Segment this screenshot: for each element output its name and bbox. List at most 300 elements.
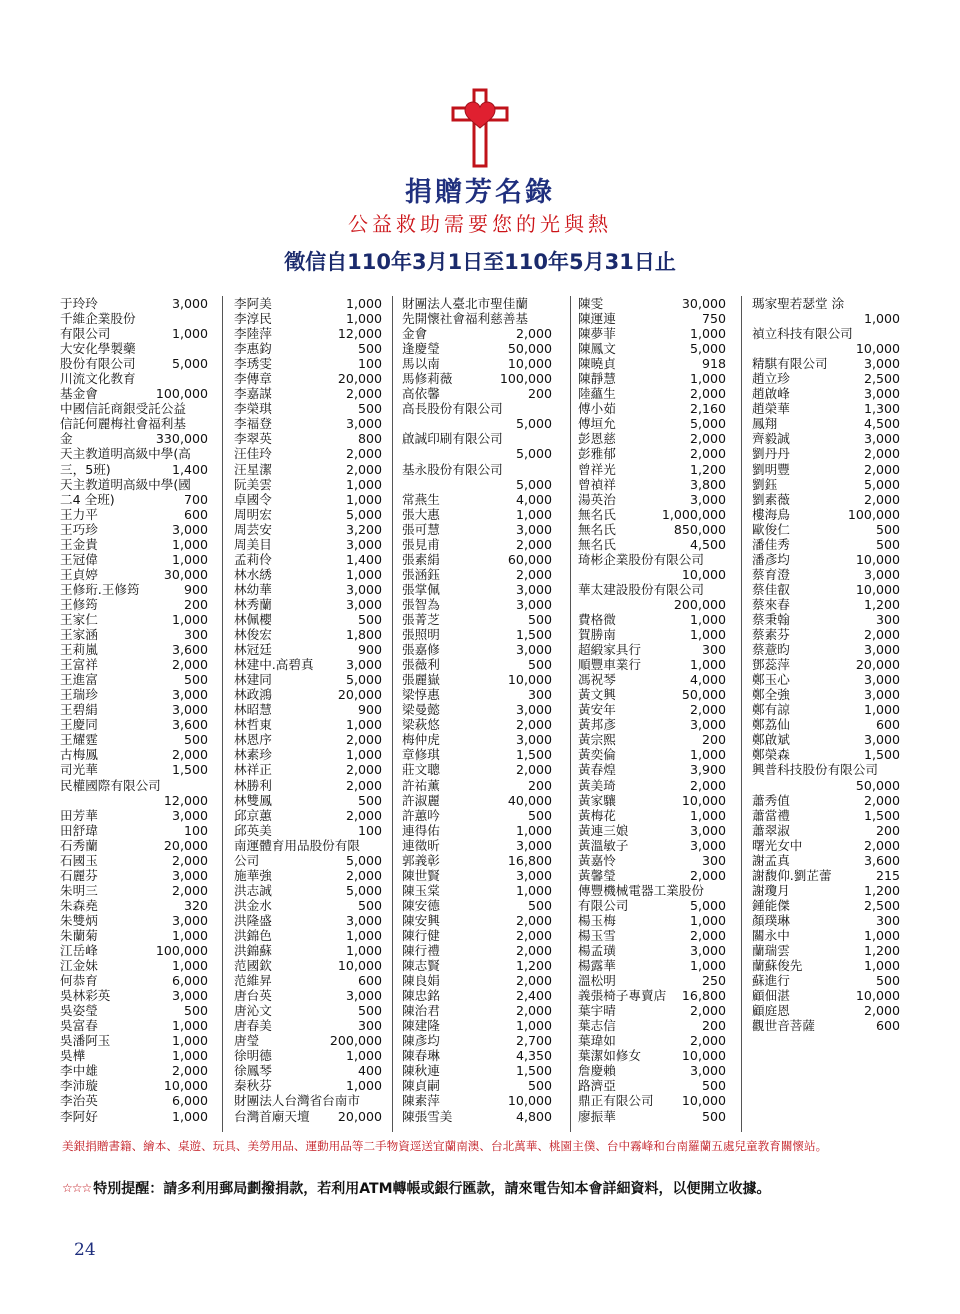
donor-row (234, 687, 382, 702)
donor-row (402, 371, 552, 386)
donation-amount: 3,000 (171, 912, 208, 928)
donor-name: 黃文興 (578, 687, 616, 703)
donor-row (60, 311, 208, 326)
donor-row (578, 356, 726, 371)
donation-amount: 100,000 (499, 371, 552, 387)
donation-amount: 2,000 (515, 973, 552, 989)
donor-row (752, 747, 900, 762)
donor-name: 蔡秉翰 (752, 611, 790, 627)
donor-row (234, 717, 382, 732)
donor-name: 李翠英 (234, 431, 272, 447)
donor-row (578, 762, 726, 777)
donor-row (402, 326, 552, 341)
donor-name: 陳張雪美 (402, 1108, 453, 1124)
donation-amount: 215 (875, 867, 900, 883)
donor-name: 陳治君 (402, 1003, 440, 1019)
donor-row (752, 537, 900, 552)
donor-name: 王巧珍 (60, 521, 98, 537)
donor-name: 唐台英 (234, 988, 272, 1004)
donor-name: 劉鈺 (752, 476, 778, 492)
donor-row (60, 1093, 208, 1108)
donor-name: 洪隆盛 (234, 912, 272, 928)
donor-row (60, 1048, 208, 1063)
donation-amount: 1,000 (171, 1033, 208, 1049)
donation-amount: 1,000 (515, 506, 552, 522)
donor-row (752, 732, 900, 747)
donor-name: 順豐車業行 (578, 657, 641, 673)
donor-name: 周明宏 (234, 506, 272, 522)
donation-amount: 1,000 (345, 311, 382, 327)
donation-amount: 2,000 (689, 702, 726, 718)
donor-name: 徐鳳琴 (234, 1063, 272, 1079)
donor-row (752, 943, 900, 958)
donation-amount: 1,800 (345, 627, 382, 643)
donor-row (234, 747, 382, 762)
donor-row (402, 627, 552, 642)
donation-amount: 500 (357, 897, 382, 913)
donor-row (60, 642, 208, 657)
donor-name: 楊露華 (578, 958, 616, 974)
donation-amount: 1,300 (863, 401, 900, 417)
donor-name: 陳安興 (402, 912, 440, 928)
donor-row (402, 958, 552, 973)
donor-name: 基永股份有限公司 (402, 461, 503, 477)
donor-row (752, 341, 900, 356)
donor-row (234, 1048, 382, 1063)
donor-row (60, 898, 208, 913)
donation-amount: 5,000 (345, 672, 382, 688)
donor-name: 蔡佳叡 (752, 581, 790, 597)
donor-name: 張可慧 (402, 521, 440, 537)
donation-amount: 500 (701, 1078, 726, 1094)
donation-amount: 2,000 (863, 837, 900, 853)
donor-name: 劉素薇 (752, 491, 790, 507)
donor-table (58, 296, 908, 1132)
donor-row (234, 326, 382, 341)
donation-amount: 2,000 (171, 657, 208, 673)
donation-amount: 2,000 (171, 1063, 208, 1079)
donor-row (752, 627, 900, 642)
donation-amount: 20,000 (337, 371, 382, 387)
donation-amount: 1,500 (515, 627, 552, 643)
donation-amount: 2,000 (171, 747, 208, 763)
donation-amount: 500 (183, 1003, 208, 1019)
donor-row (578, 296, 726, 311)
donor-name: 黃連三娘 (578, 822, 629, 838)
donor-name: 張嘉修 (402, 642, 440, 658)
donor-name: 逢慶瑩 (402, 341, 440, 357)
donor-name: 李福登 (234, 416, 272, 432)
donor-row (60, 958, 208, 973)
donor-row (578, 612, 726, 627)
donor-name: 吳樺 (60, 1048, 86, 1064)
donor-row (402, 1109, 552, 1124)
donor-name: 鄧蕊萍 (752, 657, 790, 673)
donor-row (60, 597, 208, 612)
donation-amount: 3,000 (863, 566, 900, 582)
donor-row (60, 401, 208, 416)
donor-row (234, 702, 382, 717)
donation-amount: 3,000 (345, 912, 382, 928)
donation-amount: 3,600 (171, 717, 208, 733)
donor-name: 許蕙吟 (402, 807, 440, 823)
page-subtitle: 公益救助需要您的光與熱 (348, 212, 612, 236)
donor-row (402, 522, 552, 537)
donor-name: 股份有限公司 (60, 356, 136, 372)
donor-row (752, 702, 900, 717)
donor-row (578, 371, 726, 386)
donor-row (578, 958, 726, 973)
donation-amount: 1,000 (689, 326, 726, 342)
cross-heart-logo (0, 88, 960, 168)
donation-amount: 2,000 (863, 627, 900, 643)
donation-amount: 200 (183, 596, 208, 612)
donor-name: 蘭蘇俊先 (752, 958, 803, 974)
donor-row (402, 793, 552, 808)
donation-amount: 10,000 (507, 672, 552, 688)
donor-name: 琦彬企業股份有限公司 (578, 551, 704, 567)
donation-amount: 1,000 (689, 657, 726, 673)
donor-name: 鄭榮森 (752, 747, 790, 763)
donor-row (402, 868, 552, 883)
donation-amount: 200 (701, 1018, 726, 1034)
donor-name: 高長股份有限公司 (402, 401, 503, 417)
donation-amount: 1,000 (345, 927, 382, 943)
donor-name: 葉瑋如 (578, 1033, 616, 1049)
donor-name: 蕭秀值 (752, 792, 790, 808)
donation-amount: 12,000 (337, 326, 382, 342)
donor-row (578, 552, 726, 567)
donor-row (60, 1003, 208, 1018)
donor-row (752, 642, 900, 657)
donation-amount: 20,000 (337, 1108, 382, 1124)
donation-amount: 10,000 (855, 988, 900, 1004)
donor-name: 林恩序 (234, 732, 272, 748)
donor-name: 莊文聰 (402, 762, 440, 778)
donor-row (60, 582, 208, 597)
donor-name: 禎立科技有限公司 (752, 326, 853, 342)
donor-name: 顧庭恩 (752, 1003, 790, 1019)
donor-name: 林昭慧 (234, 702, 272, 718)
donor-row (752, 762, 900, 777)
donor-row (402, 672, 552, 687)
donor-name: 劉丹丹 (752, 446, 790, 462)
donation-amount: 2,000 (689, 927, 726, 943)
donation-amount: 2,000 (689, 446, 726, 462)
donor-name: 王瑞珍 (60, 687, 98, 703)
donor-name: 義張椅子專賣店 (578, 988, 667, 1004)
donor-row (402, 567, 552, 582)
donation-amount: 1,000 (345, 1048, 382, 1064)
donation-amount: 2,000 (515, 943, 552, 959)
donation-amount: 918 (701, 356, 726, 372)
donation-amount: 500 (527, 611, 552, 627)
donor-name: 溫松明 (578, 973, 616, 989)
donor-name: 詹慶賴 (578, 1063, 616, 1079)
donor-name: 林冠廷 (234, 642, 272, 658)
donor-name: 陳世賢 (402, 867, 440, 883)
donor-row (60, 853, 208, 868)
donor-name: 石秀蘭 (60, 837, 98, 853)
donor-row (60, 522, 208, 537)
donation-amount: 5,000 (345, 882, 382, 898)
donation-amount: 4,000 (689, 672, 726, 688)
donor-name: 許祐薰 (402, 777, 440, 793)
donor-name: 蘭瑞雲 (752, 943, 790, 959)
donor-row (578, 943, 726, 958)
donation-amount: 1,000 (171, 1048, 208, 1064)
donation-amount: 2,000 (345, 446, 382, 462)
donor-name: 陳秋連 (402, 1063, 440, 1079)
donor-name: 興普科技股份有限公司 (752, 762, 878, 778)
donor-row (578, 1063, 726, 1078)
donation-amount: 1,500 (863, 807, 900, 823)
donation-amount: 1,000 (689, 611, 726, 627)
donation-amount: 5,000 (171, 356, 208, 372)
donor-name: 李沛璇 (60, 1078, 98, 1094)
donor-row (402, 311, 552, 326)
donation-amount: 300 (701, 642, 726, 658)
donor-row (60, 462, 208, 477)
donor-row (402, 477, 552, 492)
donor-name: 張薇利 (402, 657, 440, 673)
donor-row (60, 627, 208, 642)
donor-row (752, 296, 900, 311)
donor-row (402, 597, 552, 612)
donor-name: 黃奕倫 (578, 747, 616, 763)
donation-amount: 2,000 (863, 491, 900, 507)
donor-row (578, 1048, 726, 1063)
donor-name: 張見甫 (402, 536, 440, 552)
donor-row (234, 1109, 382, 1124)
donor-row (60, 416, 208, 431)
donation-amount: 300 (527, 687, 552, 703)
donor-row (402, 446, 552, 461)
donor-row (578, 853, 726, 868)
donation-amount: 5,000 (515, 476, 552, 492)
donation-amount: 500 (183, 732, 208, 748)
donor-name: 鍾能傑 (752, 897, 790, 913)
donor-name: 洪錦色 (234, 927, 272, 943)
donor-row (234, 853, 382, 868)
donor-name: 有限公司 (60, 326, 111, 342)
donor-row (234, 386, 382, 401)
donation-amount: 200 (701, 732, 726, 748)
donor-row (234, 1078, 382, 1093)
donor-row (60, 612, 208, 627)
donor-row (578, 401, 726, 416)
donor-name: 彭雅郁 (578, 446, 616, 462)
donor-row (578, 808, 726, 823)
donation-amount: 3,000 (171, 988, 208, 1004)
donation-amount: 1,000 (863, 958, 900, 974)
donor-row (402, 883, 552, 898)
donation-amount: 1,500 (171, 762, 208, 778)
donation-amount: 2,000 (515, 762, 552, 778)
donor-row (752, 462, 900, 477)
donor-name: 馮祝琴 (578, 672, 616, 688)
donation-amount: 2,000 (689, 386, 726, 402)
donation-amount: 1,000 (863, 702, 900, 718)
donation-amount: 3,600 (863, 852, 900, 868)
donor-name: 超緞家具行 (578, 642, 641, 658)
donor-row (578, 732, 726, 747)
donor-row (60, 762, 208, 777)
donor-row (402, 296, 552, 311)
donor-row (234, 296, 382, 311)
donor-row (402, 462, 552, 477)
donor-row (60, 702, 208, 717)
donation-amount: 800 (357, 431, 382, 447)
donor-name: 顧佃湛 (752, 988, 790, 1004)
donor-name: 李中雄 (60, 1063, 98, 1079)
donor-row (578, 717, 726, 732)
donor-row (234, 552, 382, 567)
donor-name: 鳳翔 (752, 416, 778, 432)
donor-row (578, 988, 726, 1003)
donor-row (752, 973, 900, 988)
donor-column-1 (60, 296, 208, 1132)
donor-row (234, 642, 382, 657)
donation-amount: 5,000 (689, 897, 726, 913)
donor-name: 林建同 (234, 672, 272, 688)
donor-row (60, 296, 208, 311)
donor-row (752, 597, 900, 612)
donation-amount: 10,000 (337, 958, 382, 974)
donation-amount: 1,000 (345, 717, 382, 733)
donation-amount: 600 (875, 1018, 900, 1034)
donation-amount: 6,000 (171, 1093, 208, 1109)
donor-row (234, 778, 382, 793)
donor-name: 大安化學製藥 (60, 341, 136, 357)
donor-name: 無名氏 (578, 536, 616, 552)
donor-row (402, 386, 552, 401)
donor-name: 陳貞嗣 (402, 1078, 440, 1094)
page-number: 24 (74, 1240, 96, 1260)
donor-row (60, 717, 208, 732)
donor-row (234, 582, 382, 597)
donor-name: 張大惠 (402, 506, 440, 522)
donor-row (578, 687, 726, 702)
donor-row (60, 943, 208, 958)
donor-name: 林哲東 (234, 717, 272, 733)
donor-row (402, 657, 552, 672)
donor-row (752, 717, 900, 732)
donor-name: 李阿好 (60, 1108, 98, 1124)
donor-row (752, 507, 900, 522)
donor-name: 黃宗熙 (578, 732, 616, 748)
donor-row (234, 492, 382, 507)
donor-name: 李惠鈞 (234, 341, 272, 357)
donor-name: 張智為 (402, 596, 440, 612)
donor-row (752, 988, 900, 1003)
donor-row (234, 537, 382, 552)
donor-row (578, 597, 726, 612)
donor-name: 彭恩慈 (578, 431, 616, 447)
donation-amount: 1,000 (345, 296, 382, 311)
donor-row (402, 838, 552, 853)
donor-row (578, 492, 726, 507)
donation-amount: 40,000 (507, 792, 552, 808)
donor-row (60, 537, 208, 552)
donor-row (234, 988, 382, 1003)
donor-name: 瑪家聖若瑟堂 涂 (752, 296, 845, 311)
donor-row (402, 416, 552, 431)
donor-name: 蔡素芬 (752, 627, 790, 643)
donor-row (60, 567, 208, 582)
donation-amount: 2,500 (863, 371, 900, 387)
donation-amount: 3,000 (863, 356, 900, 372)
donor-name: 王富祥 (60, 657, 98, 673)
donor-row (234, 597, 382, 612)
donor-row (752, 552, 900, 567)
donor-name: 林祥正 (234, 762, 272, 778)
donor-name: 徐明德 (234, 1048, 272, 1064)
donor-row (60, 988, 208, 1003)
donor-row (752, 612, 900, 627)
donor-name: 曾祥光 (578, 461, 616, 477)
donor-name: 陳曉貞 (578, 356, 616, 372)
donation-amount: 100,000 (155, 943, 208, 959)
donation-amount: 3,000 (863, 732, 900, 748)
donor-row (60, 687, 208, 702)
donation-amount: 1,000 (171, 1018, 208, 1034)
donor-row (234, 1033, 382, 1048)
donor-name: 林水綉 (234, 566, 272, 582)
donation-amount: 2,000 (863, 1003, 900, 1019)
donor-row (234, 356, 382, 371)
donation-amount: 2,000 (689, 777, 726, 793)
donor-row (402, 1063, 552, 1078)
donor-name: 齊毅誠 (752, 431, 790, 447)
donor-row (578, 311, 726, 326)
donor-name: 李陸萍 (234, 326, 272, 342)
donation-amount: 1,000 (689, 958, 726, 974)
donor-row (402, 732, 552, 747)
donor-name: 陳行健 (402, 927, 440, 943)
donor-row (234, 371, 382, 386)
donor-name: 連徵昕 (402, 837, 440, 853)
donation-amount: 4,500 (863, 416, 900, 432)
donation-amount: 30,000 (163, 566, 208, 582)
donation-amount: 1,000 (345, 566, 382, 582)
donor-row (234, 1018, 382, 1033)
donor-name: 王修筠 (60, 596, 98, 612)
donor-row (234, 522, 382, 537)
donation-amount: 3,000 (863, 672, 900, 688)
donor-row (752, 898, 900, 913)
donor-name: 王力平 (60, 506, 98, 522)
donor-row (578, 462, 726, 477)
donor-name: 蕭當禮 (752, 807, 790, 823)
donation-amount: 1,400 (345, 551, 382, 567)
donor-name: 林幼華 (234, 581, 272, 597)
donor-name: 鄭玉心 (752, 672, 790, 688)
donation-amount: 10,000 (507, 356, 552, 372)
donation-amount: 200,000 (673, 596, 726, 612)
donation-amount: 3,000 (345, 596, 382, 612)
donation-amount: 2,000 (689, 867, 726, 883)
donation-goods-note: 美銀捐贈書籍、繪本、桌遊、玩具、美勞用品、運動用品等二手物資逕送宜蘭南澳、台北萬華、桃園主僕、台中霧峰和台南羅蘭五處兒童教育關懷站。 (62, 1139, 828, 1153)
donor-row (578, 778, 726, 793)
donor-row (234, 732, 382, 747)
donor-name: 信託何麗梅社會福利基 (60, 416, 186, 432)
donor-row (402, 431, 552, 446)
donor-row (578, 868, 726, 883)
donor-name: 陳忠銘 (402, 988, 440, 1004)
donor-name: 林俊宏 (234, 627, 272, 643)
donor-name: 三，5班) (60, 461, 111, 477)
